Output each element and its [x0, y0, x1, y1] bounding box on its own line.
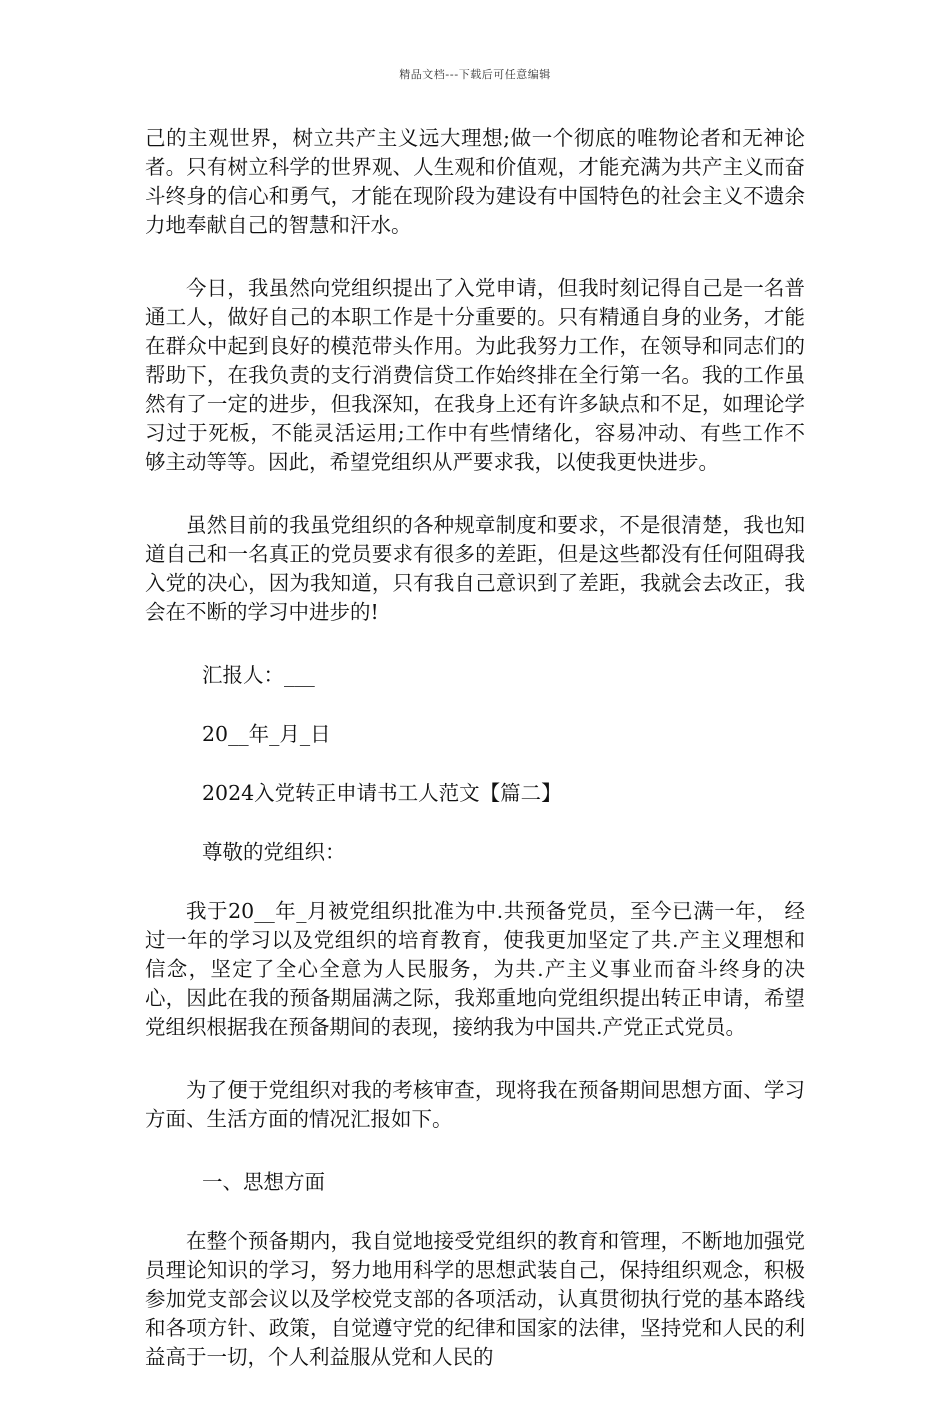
date-line: 20__年_月_日	[202, 722, 331, 746]
paragraph-1: 己的主观世界，树立共产主义远大理想;做一个彻底的唯物论者和无神论者。只有树立科学的世界观、人生观和价值观，才能充满为共产主义而奋斗终身的信心和勇气，才能在现阶段为建设有中国特色的社会主义不遗余力地奉献自己的智慧和汗水。	[145, 126, 805, 237]
section-title: 2024入党转正申请书工人范文【篇二】	[202, 781, 562, 805]
paragraph-6: 在整个预备期内，我自觉地接受党组织的教育和管理，不断地加强党员理论知识的学习，努力地用科学的思想武装自己，保持组织观念，积极参加党支部会议以及学校党支部的各项活动，认真贯彻执行党的基本路线和各项方针、政策，自觉遵守党的纪律和国家的法律，坚持党和人民的利益高于一切，个人利益服从党和人民的	[145, 1229, 805, 1369]
salutation: 尊敬的党组织：	[202, 840, 346, 864]
paragraph-4: 我于20__年_月被党组织批准为中.共预备党员，至今已满一年， 经过一年的学习以及党组织的培育教育，使我更加坚定了共.产主义理想和信念，坚定了全心全意为人民服务，为共.产主义事业而奋斗终身的决心，因此在我的预备期届满之际，我郑重地向党组织提出转正申请，希望党组织根据我在预备期间的表现，接纳我为中国共.产党正式党员。	[145, 899, 805, 1039]
subsection-heading: 一、思想方面	[202, 1170, 325, 1194]
paragraph-2: 今日，我虽然向党组织提出了入党申请，但我时刻记得自己是一名普通工人，做好自己的本职工作是十分重要的。只有精通自身的业务，才能在群众中起到良好的模范带头作用。为此我努力工作，在领导和同志们的帮助下，在我负责的支行消费信贷工作始终排在全行第一名。我的工作虽然有了一定的进步，但我深知，在我身上还有许多缺点和不足，如理论学习过于死板，不能灵活运用;工作中有些情绪化，容易冲动、有些工作不够主动等等。因此，希望党组织从严要求我，以使我更快进步。	[145, 276, 805, 474]
page-header: 精品文档---下载后可任意编辑	[399, 68, 551, 81]
paragraph-3: 虽然目前的我虽党组织的各种规章制度和要求，不是很清楚，我也知道自己和一名真正的党员要求有很多的差距，但是这些都没有任何阻碍我入党的决心，因为我知道，只有我自己意识到了差距，我就会去改正，我会在不断的学习中进步的!	[145, 513, 805, 624]
reporter-line: 汇报人：___	[202, 663, 315, 687]
document-body	[145, 124, 805, 1406]
paragraph-5: 为了便于党组织对我的考核审查，现将我在预备期间思想方面、学习方面、生活方面的情况汇报如下。	[145, 1078, 805, 1131]
